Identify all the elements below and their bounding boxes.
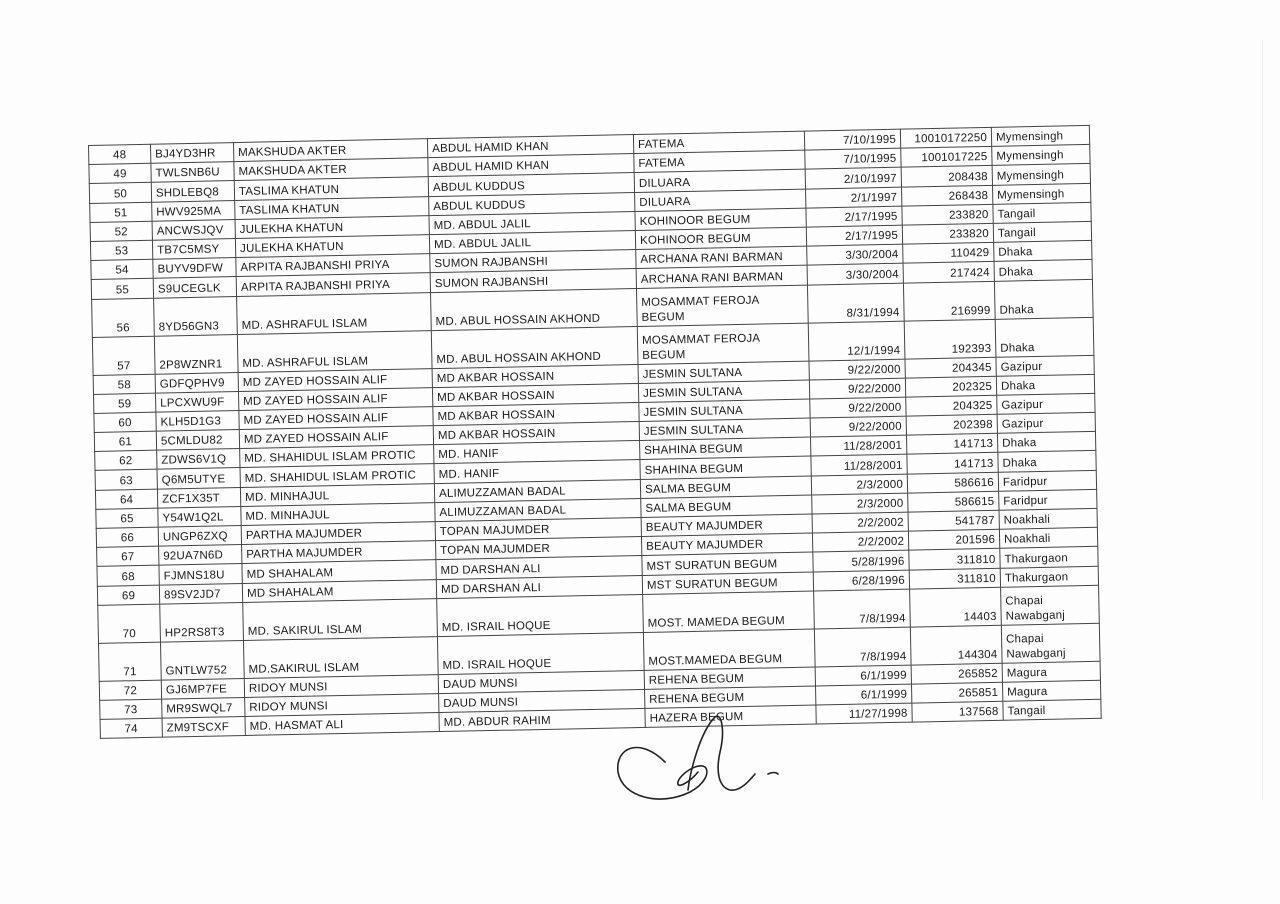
number-cell: 217424 [903,262,994,283]
date-of-birth-cell: 2/3/2000 [811,474,907,495]
mother-name-cell: JESMIN SULTANA [638,380,809,403]
district-cell: Thakurgaon [1000,547,1098,568]
father-name-cell: SUMON RAJBANSHI [430,269,636,292]
code-cell: KLH5D1G3 [156,410,239,431]
mother-name-cell: BEAUTY MAJUMDER [641,533,812,556]
number-cell: 192393 [904,319,996,359]
district-cell: Chapai Nawabganj [1001,585,1100,625]
name-cell: MD. SHAHIDUL ISLAM PROTIC [240,445,434,468]
number-cell: 265852 [911,663,1002,684]
name-cell: MD ZAYED HOSSAIN ALIF [239,426,433,449]
mother-name-cell: MOST.MAMEDA BEGUM [643,629,815,670]
date-of-birth-cell: 3/30/2004 [807,263,903,284]
mother-name-cell: MOST. MAMEDA BEGUM [643,591,815,632]
number-cell: 586616 [907,472,998,493]
serial-number-cell: 48 [89,144,151,164]
mother-name-cell: JESMIN SULTANA [639,399,810,422]
father-name-cell: MD AKBAR HOSSAIN [433,402,639,425]
mother-name-cell: JESMIN SULTANA [638,361,809,384]
name-cell: MD SHAHALAM [242,560,436,583]
district-cell: Dhaka [994,241,1092,262]
father-name-cell: ABDUL KUDDUS [429,192,635,215]
number-cell: 311810 [909,549,1000,570]
mother-name-cell: FATEMA [634,150,805,173]
district-cell: Magura [1002,680,1100,701]
date-of-birth-cell: 12/1/1994 [808,321,905,361]
date-of-birth-cell: 2/1/1997 [806,187,902,208]
father-name-cell: DAUD MUNSI [438,670,644,693]
code-cell: GNTLW752 [160,640,244,680]
code-cell: SHDLEBQ8 [151,181,234,202]
serial-number-cell: 66 [96,527,158,547]
district-cell: Tangail [1003,699,1101,720]
number-cell: 202325 [905,376,996,397]
district-cell: Gazipur [996,355,1094,376]
serial-number-cell: 67 [97,546,159,566]
district-cell: Tangail [993,202,1091,223]
father-name-cell: ABDUL KUDDUS [428,173,634,196]
district-cell: Dhaka [994,260,1092,281]
code-cell: 2P8WZNR1 [154,334,238,374]
mother-name-cell: BEAUTY MAJUMDER [641,514,812,537]
name-cell: MD ZAYED HOSSAIN ALIF [238,368,432,391]
serial-number-cell: 72 [99,680,161,700]
name-cell: MAKSHUDA AKTER [233,139,427,162]
serial-number-cell: 73 [100,699,162,719]
serial-number-cell: 63 [95,470,157,490]
number-cell: 208438 [901,166,992,187]
serial-number-cell: 50 [89,183,151,203]
mother-name-cell: KOHINOOR BEGUM [635,208,806,231]
code-cell: S9UCEGLK [153,277,236,298]
number-cell: 10010172250 [900,127,991,148]
father-name-cell: MD. ABUL HOSSAIN AKHOND [431,288,638,330]
mother-name-cell: FATEMA [633,131,804,154]
district-cell: Gazipur [997,393,1095,414]
district-cell: Gazipur [997,412,1095,433]
date-of-birth-cell: 7/8/1994 [814,589,911,629]
number-cell: 233820 [902,223,993,244]
serial-number-cell: 69 [97,585,159,605]
district-cell: Noakhali [999,508,1097,529]
date-of-birth-cell: 3/30/2004 [807,244,903,265]
date-of-birth-cell: 6/1/1999 [815,665,911,686]
district-cell: Mymensingh [992,164,1090,185]
district-cell: Dhaka [994,279,1093,319]
code-cell: 8YD56GN3 [154,296,238,336]
code-cell: BJ4YD3HR [150,143,233,164]
number-cell: 144304 [910,625,1002,665]
district-cell: Dhaka [995,317,1094,357]
mother-name-cell: HAZERA BEGUM [645,705,816,728]
serial-number-cell: 56 [92,298,155,337]
father-name-cell: MD. ABDUL JALIL [429,211,635,234]
name-cell: MD.SAKIRUL ISLAM [243,636,438,678]
number-cell: 201596 [908,529,999,550]
father-name-cell: ALIMUZZAMAN BADAL [435,498,641,521]
district-cell: Faridpur [999,489,1097,510]
mother-name-cell: JESMIN SULTANA [639,418,810,441]
code-cell: GJ6MP7FE [161,678,244,699]
name-cell: PARTHA MAJUMDER [242,541,436,564]
name-cell: TASLIMA KHATUN [235,196,429,219]
code-cell: ANCWSJQV [152,219,235,240]
number-cell: 204345 [905,357,996,378]
serial-number-cell: 58 [93,374,155,394]
father-name-cell: MD AKBAR HOSSAIN [433,422,639,445]
mother-name-cell: ARCHANA RANI BARMAN [636,246,807,269]
mother-name-cell: KOHINOOR BEGUM [635,227,806,250]
serial-number-cell: 53 [90,240,152,260]
name-cell: MD ZAYED HOSSAIN ALIF [238,387,432,410]
serial-number-cell: 52 [90,221,152,241]
date-of-birth-cell: 9/22/2000 [809,378,905,399]
code-cell: MR9SWQL7 [162,697,245,718]
mother-name-cell: SHAHINA BEGUM [640,437,811,460]
number-cell: 233820 [902,204,993,225]
mother-name-cell: MOSAMMAT FEROJA BEGUM [636,285,808,326]
name-cell: MD. MINHAJUL [240,483,434,506]
date-of-birth-cell: 11/28/2001 [811,435,907,456]
serial-number-cell: 55 [91,279,153,299]
code-cell: TWLSNB6U [151,162,234,183]
district-cell: Noakhali [999,528,1097,549]
district-cell: Dhaka [997,432,1095,453]
serial-number-cell: 49 [89,163,151,183]
mother-name-cell: MST SURATUN BEGUM [642,572,813,595]
father-name-cell: MD. ISRAIL HOQUE [437,632,644,674]
serial-number-cell: 74 [100,718,162,738]
code-cell: 92UA7N6D [159,545,242,566]
father-name-cell: MD AKBAR HOSSAIN [432,383,638,406]
number-cell: 268438 [902,185,993,206]
mother-name-cell: SALMA BEGUM [640,476,811,499]
code-cell: UNGP6ZXQ [158,526,241,547]
date-of-birth-cell: 9/22/2000 [810,416,906,437]
number-cell: 14403 [910,587,1002,627]
date-of-birth-cell: 7/8/1994 [814,627,911,667]
code-cell: ZM9TSCXF [162,717,245,738]
mother-name-cell: MST SURATUN BEGUM [642,552,813,575]
district-cell: Chapai Nawabganj [1001,623,1100,663]
name-cell: ARPITA RAJBANSHI PRIYA [236,254,430,277]
number-cell: 586615 [908,491,999,512]
date-of-birth-cell: 11/28/2001 [811,455,907,476]
father-name-cell: SUMON RAJBANSHI [430,250,636,273]
mother-name-cell: DILUARA [634,169,805,192]
code-cell: ZCF1X35T [157,487,240,508]
date-of-birth-cell: 2/17/1995 [806,206,902,227]
date-of-birth-cell: 5/28/1996 [813,550,909,571]
serial-number-cell: 57 [92,336,155,375]
father-name-cell: MD. HANIF [434,460,640,483]
name-cell: RIDOY MUNSI [245,694,439,717]
code-cell: BUYV9DFW [153,258,236,279]
code-cell: TB7C5MSY [152,238,235,259]
father-name-cell: MD. ISRAIL HOQUE [437,594,644,636]
name-cell: MD. MINHAJUL [241,502,435,525]
number-cell: 141713 [906,434,997,455]
father-name-cell: MD DARSHAN ALI [436,556,642,579]
father-name-cell: MD DARSHAN ALI [436,575,642,598]
date-of-birth-cell: 2/17/1995 [806,225,902,246]
mother-name-cell: REHENA BEGUM [645,686,816,709]
mother-name-cell: MOSAMMAT FEROJA BEGUM [637,323,809,364]
father-name-cell: ABDUL HAMID KHAN [427,135,633,158]
name-cell: MD ZAYED HOSSAIN ALIF [239,407,433,430]
district-cell: Mymensingh [991,125,1089,146]
mother-name-cell: DILUARA [635,189,806,212]
district-cell: Dhaka [996,374,1094,395]
date-of-birth-cell: 6/1/1999 [816,684,912,705]
serial-number-cell: 54 [91,259,153,279]
district-cell: Thakurgaon [1000,566,1098,587]
father-name-cell: MD. ABUL HOSSAIN AKHOND [431,326,638,368]
name-cell: ARPITA RAJBANSHI PRIYA [236,273,430,296]
number-cell: 202398 [906,414,997,435]
date-of-birth-cell: 2/2/2002 [812,512,908,533]
name-cell: MD. HASMAT ALI [245,713,439,736]
number-cell: 137568 [912,701,1003,722]
code-cell: 5CMLDU82 [156,430,239,451]
code-cell: HWV925MA [152,200,235,221]
records-table-body [89,125,1102,738]
father-name-cell: MD AKBAR HOSSAIN [432,364,638,387]
mother-name-cell: SHAHINA BEGUM [640,456,811,479]
serial-number-cell: 62 [95,450,157,470]
name-cell: TASLIMA KHATUN [234,177,428,200]
number-cell: 204325 [906,395,997,416]
date-of-birth-cell: 9/22/2000 [810,397,906,418]
mother-name-cell: ARCHANA RANI BARMAN [636,265,807,288]
page-edge [1262,40,1263,800]
father-name-cell: TOPAN MAJUMDER [435,517,641,540]
date-of-birth-cell: 7/10/1995 [805,148,901,169]
date-of-birth-cell: 7/10/1995 [804,129,900,150]
name-cell: MD. SAKIRUL ISLAM [243,598,438,640]
serial-number-cell: 51 [90,202,152,222]
code-cell: Q6M5UTYE [157,468,240,489]
serial-number-cell: 70 [98,604,161,643]
date-of-birth-cell: 11/27/1998 [816,703,912,724]
date-of-birth-cell: 9/22/2000 [809,359,905,380]
handwritten-signature [610,712,790,812]
date-of-birth-cell: 2/10/1997 [805,168,901,189]
code-cell: 89SV2JD7 [159,583,242,604]
number-cell: 265851 [911,682,1002,703]
name-cell: PARTHA MAJUMDER [241,522,435,545]
father-name-cell: ALIMUZZAMAN BADAL [434,479,640,502]
serial-number-cell: 60 [94,412,156,432]
serial-number-cell: 59 [94,393,156,413]
date-of-birth-cell: 2/3/2000 [812,493,908,514]
district-cell: Dhaka [998,451,1096,472]
father-name-cell: TOPAN MAJUMDER [436,537,642,560]
number-cell: 110429 [903,242,994,263]
serial-number-cell: 64 [95,489,157,509]
father-name-cell: MD. HANIF [434,441,640,464]
serial-number-cell: 71 [98,642,161,681]
name-cell: MAKSHUDA AKTER [234,158,428,181]
number-cell: 1001017225 [901,147,992,168]
code-cell: GDFQPHV9 [155,372,238,393]
code-cell: LPCXWU9F [155,391,238,412]
serial-number-cell: 61 [94,431,156,451]
code-cell: HP2RS8T3 [160,602,244,642]
name-cell: MD. SHAHIDUL ISLAM PROTIC [240,464,434,487]
name-cell: MD. ASHRAFUL ISLAM [237,292,432,334]
district-cell: Faridpur [998,470,1096,491]
district-cell: Magura [1002,661,1100,682]
number-cell: 141713 [907,453,998,474]
number-cell: 311810 [909,568,1000,589]
number-cell: 541787 [908,510,999,531]
mother-name-cell: REHENA BEGUM [644,667,815,690]
date-of-birth-cell: 2/2/2002 [812,531,908,552]
serial-number-cell: 65 [96,508,158,528]
serial-number-cell: 68 [97,566,159,586]
name-cell: JULEKHA KHATUN [235,215,429,238]
father-name-cell: MD. ABDUL JALIL [429,230,635,253]
district-cell: Mymensingh [992,183,1090,204]
code-cell: Y54W1Q2L [158,506,241,527]
district-cell: Mymensingh [992,145,1090,166]
code-cell: ZDWS6V1Q [157,449,240,470]
number-cell: 216999 [903,281,995,321]
father-name-cell: MD. ABDUR RAHIM [439,709,645,732]
mother-name-cell: SALMA BEGUM [641,495,812,518]
date-of-birth-cell: 6/28/1996 [813,570,909,591]
name-cell: MD. ASHRAFUL ISLAM [237,330,432,372]
records-table [88,125,1102,739]
records-table-wrapper [88,125,1102,739]
name-cell: JULEKHA KHATUN [235,235,429,258]
father-name-cell: DAUD MUNSI [439,689,645,712]
date-of-birth-cell: 8/31/1994 [807,283,904,323]
district-cell: Tangail [993,221,1091,242]
code-cell: FJMNS18U [159,564,242,585]
father-name-cell: ABDUL HAMID KHAN [428,154,634,177]
name-cell: RIDOY MUNSI [244,674,438,697]
name-cell: MD SHAHALAM [242,579,436,602]
